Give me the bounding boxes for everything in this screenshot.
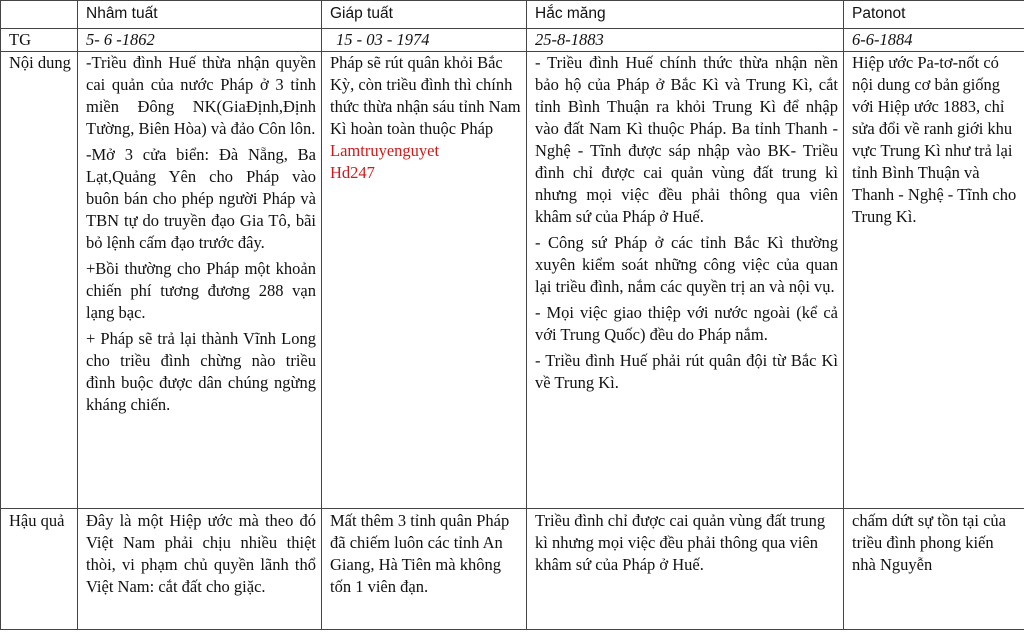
result-giap-tuat: Mất thêm 3 tỉnh quân Pháp đã chiếm luôn các tỉnh An Giang, Hà Tiên mà không tốn 1 viên đạn. [322, 509, 527, 630]
header-patonot: Patonot [844, 1, 1024, 29]
result-label: Hậu quả [1, 509, 78, 630]
content-nham-tuat-p3: +Bồi thường cho Pháp một khoản chiến phí tương đương 288 vạn lạng bạc. [86, 259, 316, 322]
watermark-text-1: Lamtruyenguyet [330, 141, 440, 160]
header-blank [1, 1, 78, 29]
time-patonot: 6-6-1884 [844, 29, 1024, 52]
result-nham-tuat: Đây là một Hiệp ước mà theo đó Việt Nam phải chịu nhiều thiệt thòi, vi phạm chủ quyền lãnh thổ Việt Nam: cắt đất cho giặc. [78, 509, 322, 630]
content-giap-tuat-text: Pháp sẽ rút quân khỏi Bắc Kỳ, còn triều đình thì chính thức thừa nhận sáu tỉnh Nam Kì hoàn toàn thuộc Pháp [330, 53, 521, 138]
content-hac-mang-p4: - Triều đình Huế phải rút quân đội từ Bắc Kì về Trung Kì. [535, 351, 838, 392]
header-row [1, 1, 1024, 29]
content-hac-mang [527, 52, 844, 509]
result-row [1, 509, 1024, 630]
watermark-text-2: Hd247 [330, 163, 375, 182]
header-giap-tuat: Giáp tuất [322, 1, 527, 29]
header-nham-tuat: Nhâm tuất [78, 1, 322, 29]
content-giap-tuat [322, 52, 527, 509]
content-nham-tuat-p1: -Triều đình Huế thừa nhận quyền cai quản của nước Pháp ở 3 tỉnh miền Đông NK(GiaĐịnh,Định Tường, Biên Hòa) và đảo Côn lôn. [86, 53, 316, 138]
content-row [1, 52, 1024, 509]
time-hac-mang: 25-8-1883 [527, 29, 844, 52]
content-hac-mang-p2: - Công sứ Pháp ở các tỉnh Bắc Kì thường xuyên kiểm soát những công việc của quan lại triều đình, nắm các quyền trị an và nội vụ. [535, 233, 838, 296]
result-hac-mang: Triều đình chỉ được cai quản vùng đất trung kì nhưng mọi việc đều phải thông qua viên khâm sứ của Pháp ở Huế. [527, 509, 844, 630]
header-hac-mang: Hắc măng [527, 1, 844, 29]
time-nham-tuat: 5- 6 -1862 [78, 29, 322, 52]
time-giap-tuat: 15 - 03 - 1974 [322, 29, 527, 52]
time-label: TG [1, 29, 78, 52]
content-nham-tuat-p2: -Mở 3 cửa biển: Đà Nẵng, Ba Lạt,Quảng Yên cho Pháp vào buôn bán cho phép người Pháp và TBN tự do truyền đạo Gia Tô, bãi bỏ lệnh cấm đạo trước đây. [86, 145, 316, 252]
content-label: Nội dung [1, 52, 78, 509]
time-row [1, 29, 1024, 52]
content-nham-tuat-p4: + Pháp sẽ trả lại thành Vĩnh Long cho triều đình chừng nào triều đình buộc được dân chúng ngừng kháng chiến. [86, 329, 316, 414]
result-patonot: chấm dứt sự tồn tại của triều đình phong kiến nhà Nguyễn [844, 509, 1024, 630]
content-nham-tuat [78, 52, 322, 509]
content-patonot: Hiệp ước Pa-tơ-nốt có nội dung cơ bản giống với Hiệp ước 1883, chỉ sửa đổi về ranh giới khu vực Trung Kì như trả lại tỉnh Bình Thuận và Thanh - Nghệ - Tĩnh cho Trung Kì. [844, 52, 1024, 509]
content-hac-mang-p1: - Triều đình Huế chính thức thừa nhận nền bảo hộ của Pháp ở Bắc Kì và Trung Kì, cắt tỉnh Bình Thuận ra khỏi Trung Kì để nhập vào đất Nam Kì thuộc Pháp. Ba tỉnh Thanh - Nghệ - Tĩnh được sáp nhập vào BK- Triều đình chỉ được cai quản vùng đất trung kì nhưng mọi việc đều phải thông qua viên khâm sứ của Pháp ở Huế. [535, 53, 838, 226]
content-hac-mang-p3: - Mọi việc giao thiệp với nước ngoài (kể cả với Trung Quốc) đều do Pháp nắm. [535, 303, 838, 344]
